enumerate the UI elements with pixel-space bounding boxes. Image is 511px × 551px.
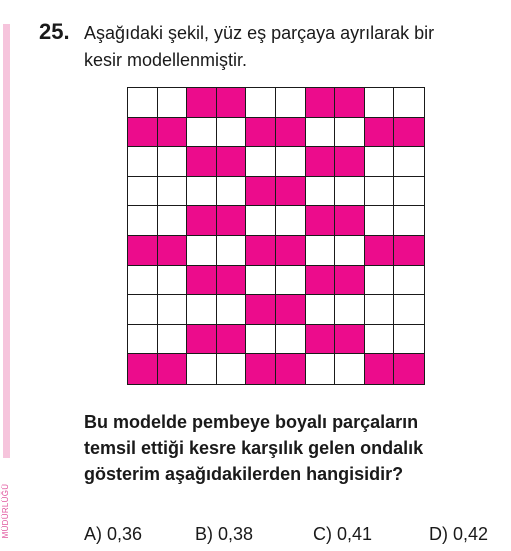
grid-cell-white	[365, 266, 395, 296]
grid-cell-pink	[217, 88, 247, 118]
answer-options	[84, 522, 504, 546]
grid-cell-pink	[217, 325, 247, 355]
grid-cell-white	[158, 325, 188, 355]
grid-cell-white	[394, 206, 424, 236]
grid-cell-white	[365, 177, 395, 207]
grid-cell-pink	[276, 295, 306, 325]
grid-cell-white	[187, 295, 217, 325]
grid-cell-white	[394, 266, 424, 296]
grid-cell-pink	[306, 266, 336, 296]
grid-cell-white	[158, 266, 188, 296]
grid-cell-pink	[394, 236, 424, 266]
grid-cell-pink	[246, 295, 276, 325]
grid-cell-pink	[246, 177, 276, 207]
grid-cell-pink	[187, 325, 217, 355]
grid-cell-white	[128, 266, 158, 296]
grid-cell-white	[306, 354, 336, 384]
grid-cell-white	[187, 118, 217, 148]
grid-cell-white	[276, 147, 306, 177]
grid-cell-white	[217, 118, 247, 148]
grid-cell-white	[365, 147, 395, 177]
question-prompt-line-2: temsil ettiği kesre karşılık gelen ondalık	[84, 438, 424, 458]
grid-cell-pink	[394, 118, 424, 148]
grid-cell-white	[217, 354, 247, 384]
grid-cell-white	[276, 88, 306, 118]
grid-cell-pink	[365, 354, 395, 384]
question-prompt-line-1: Bu modelde pembeye boyalı parçaların	[84, 412, 419, 432]
grid-cell-pink	[276, 236, 306, 266]
grid-cell-white	[158, 88, 188, 118]
grid-cell-white	[276, 325, 306, 355]
grid-cell-white	[158, 147, 188, 177]
grid-cell-pink	[306, 206, 336, 236]
grid-cell-white	[306, 236, 336, 266]
grid-cell-white	[128, 295, 158, 325]
grid-cell-pink	[394, 354, 424, 384]
question-prompt	[84, 409, 504, 487]
grid-cell-pink	[128, 354, 158, 384]
grid-cell-white	[276, 206, 306, 236]
grid-cell-white	[217, 236, 247, 266]
grid-cell-white	[365, 206, 395, 236]
grid-cell-pink	[306, 88, 336, 118]
grid-cell-pink	[128, 118, 158, 148]
grid-cell-pink	[246, 354, 276, 384]
fraction-model-grid	[127, 87, 425, 385]
grid-cell-pink	[187, 206, 217, 236]
grid-cell-pink	[246, 236, 276, 266]
grid-cell-white	[394, 295, 424, 325]
grid-cell-white	[394, 88, 424, 118]
grid-cell-white	[246, 88, 276, 118]
grid-cell-white	[246, 206, 276, 236]
grid-cell-pink	[335, 206, 365, 236]
grid-cell-white	[128, 177, 158, 207]
grid-cell-pink	[217, 206, 247, 236]
grid-cell-white	[365, 325, 395, 355]
grid-cell-white	[158, 177, 188, 207]
grid-cell-pink	[158, 236, 188, 266]
grid-cell-pink	[335, 325, 365, 355]
grid-cell-white	[128, 88, 158, 118]
grid-cell-pink	[187, 147, 217, 177]
grid-cell-white	[187, 177, 217, 207]
grid-cell-pink	[246, 118, 276, 148]
grid-cell-white	[187, 354, 217, 384]
grid-cell-pink	[217, 266, 247, 296]
question-intro	[84, 20, 504, 74]
question-prompt-line-3: gösterim aşağıdakilerden hangisidir?	[84, 464, 404, 484]
grid-cell-white	[306, 118, 336, 148]
grid-cell-pink	[187, 266, 217, 296]
grid-cell-white	[246, 325, 276, 355]
grid-cell-white	[365, 88, 395, 118]
grid-cell-white	[187, 236, 217, 266]
option-b[interactable]: B) 0,38	[195, 524, 254, 544]
grid-cell-pink	[306, 325, 336, 355]
grid-cell-white	[394, 177, 424, 207]
grid-cell-white	[306, 295, 336, 325]
grid-cell-white	[128, 147, 158, 177]
grid-cell-pink	[335, 147, 365, 177]
grid-cell-pink	[306, 147, 336, 177]
grid-cell-pink	[335, 88, 365, 118]
grid-cell-white	[158, 295, 188, 325]
grid-cell-white	[246, 266, 276, 296]
question-number: 25.	[39, 19, 70, 44]
question-intro-line-2: kesir modellenmiştir.	[84, 50, 248, 70]
grid-cell-white	[394, 147, 424, 177]
grid-cell-pink	[158, 118, 188, 148]
grid-cell-pink	[276, 354, 306, 384]
grid-cell-pink	[187, 88, 217, 118]
grid-cell-white	[335, 295, 365, 325]
grid-cell-pink	[365, 236, 395, 266]
grid-cell-white	[306, 177, 336, 207]
option-a[interactable]: A) 0,36	[84, 524, 143, 544]
grid-cell-white	[128, 325, 158, 355]
grid-cell-white	[394, 325, 424, 355]
grid-cell-pink	[158, 354, 188, 384]
side-margin	[0, 0, 14, 551]
option-c[interactable]: C) 0,41	[313, 524, 373, 544]
grid-cell-white	[335, 236, 365, 266]
grid-cell-pink	[217, 147, 247, 177]
grid-cell-white	[335, 177, 365, 207]
grid-cells	[128, 88, 424, 384]
grid-cell-pink	[335, 266, 365, 296]
grid-cell-white	[335, 354, 365, 384]
side-label: MÜDÜRLÜĞÜ	[1, 483, 10, 539]
grid-cell-white	[217, 295, 247, 325]
question-intro-line-1: Aşağıdaki şekil, yüz eş parçaya ayrılarak bir	[84, 23, 435, 43]
grid-cell-white	[128, 206, 158, 236]
grid-cell-pink	[365, 118, 395, 148]
grid-cell-pink	[128, 236, 158, 266]
grid-cell-pink	[276, 118, 306, 148]
grid-cell-white	[158, 206, 188, 236]
grid-cell-pink	[276, 177, 306, 207]
grid-cell-white	[335, 118, 365, 148]
side-stripe	[3, 24, 10, 458]
grid-cell-white	[246, 147, 276, 177]
grid-cell-white	[365, 295, 395, 325]
grid-cell-white	[276, 266, 306, 296]
option-d[interactable]: D) 0,42	[429, 524, 489, 544]
grid-cell-white	[217, 177, 247, 207]
